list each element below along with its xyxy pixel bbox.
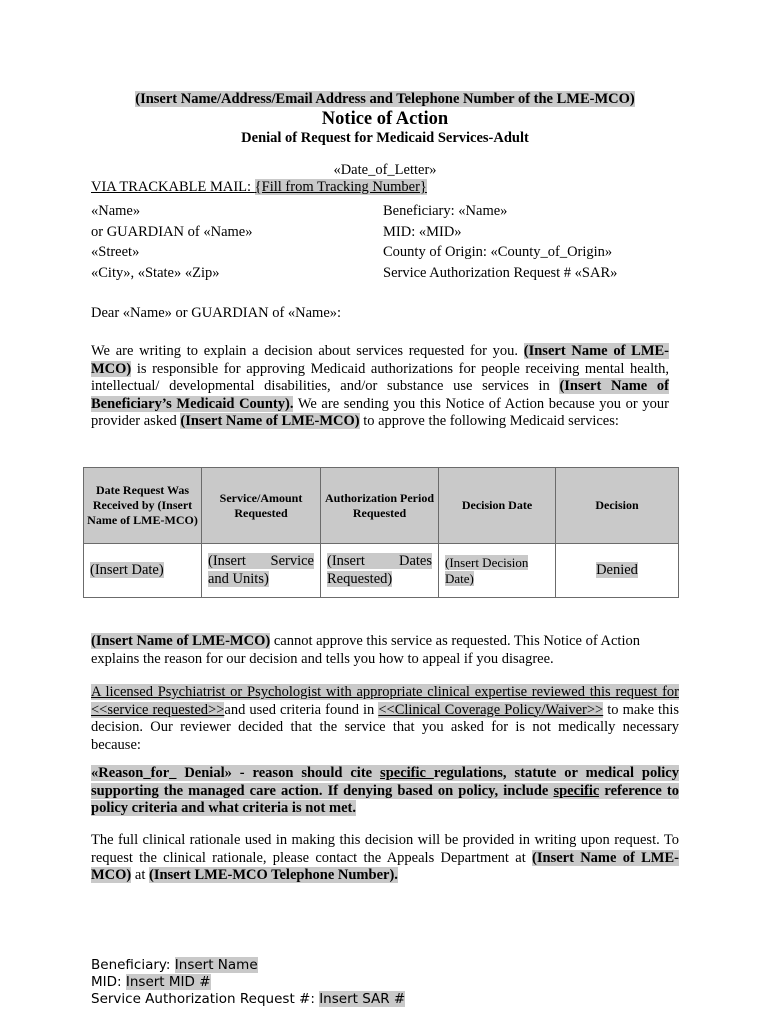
telephone-placeholder: (Insert LME-MCO Telephone Number). [148, 867, 398, 884]
col-header-authorization-period: Authorization Period Requested [321, 468, 439, 544]
intro-text-3: We are sending you this Notice of Action because you or your provider asked [91, 395, 669, 430]
reason-text-3: reference to policy criteria and what criteria is not met. [91, 782, 679, 817]
decision-text: cannot approve this service as requested. This Notice of Action explains the reason for our decision and tells you how to appeal if you disagree. [91, 633, 640, 667]
footer-sar [91, 991, 405, 1008]
footer-sar-value: Insert SAR # [319, 991, 406, 1007]
reason-specific-2: specific [553, 782, 600, 799]
rationale-text-1: The full clinical rationale used in making this decision will be provided in writing upon request. To request the clinical rationale, please contact the Appeals Department at [91, 832, 679, 866]
beneficiary-mid: MID: «MID» [383, 223, 462, 240]
recipient-city-state-zip: «City», «State» «Zip» [91, 264, 220, 281]
decision-paragraph [91, 633, 669, 668]
footer-beneficiary [91, 957, 405, 974]
rationale-text-2: at [131, 867, 149, 884]
reason-text-2: regulations, statute or medical policy supporting the managed care action. If denying based on policy, include [91, 765, 679, 799]
beneficiary-info-block [383, 201, 617, 283]
reviewer-placeholder: A licensed Psychiatrist or Psychologist with appropriate clinical expertise reviewed this request for <<service requested>> [91, 684, 679, 718]
reviewer-paragraph [91, 684, 679, 754]
intro-text-4: to approve the following Medicaid services: [359, 413, 619, 430]
footer-beneficiary-value: Insert Name [174, 957, 258, 973]
county-placeholder: (Insert Name of Beneficiary’s Medicaid County). [91, 378, 669, 412]
tracking-number-placeholder: {Fill from Tracking Number} [254, 179, 427, 195]
date-placeholder: (Insert Date) [90, 561, 164, 578]
col-header-date-received: Date Request Was Received by (Insert Name of LME-MCO) [84, 468, 202, 544]
cell-date-received [84, 544, 202, 598]
date-of-letter: «Date_of_Letter» [333, 162, 437, 178]
reviewer-text-2: to make this decision. Our reviewer decided that the service that you asked for is not medically necessary because: [91, 701, 680, 753]
lme-mco-placeholder: (Insert Name of LME-MCO) [91, 633, 271, 649]
footer-mid-label: MID: [91, 974, 126, 990]
col-header-service-amount: Service/Amount Requested [202, 468, 321, 544]
reviewer-text-1: and used criteria found in [224, 701, 379, 718]
recipient-street: «Street» [91, 244, 140, 260]
intro-text-2: is responsible for approving Medicaid authorizations for people receiving mental health, intellectual/ developmental disabilities, and/or substance use services in [91, 360, 669, 395]
reason-for-denial-paragraph [91, 765, 679, 818]
table-header-row [84, 468, 679, 544]
lme-mco-placeholder: (Insert Name of LME-MCO) [91, 849, 679, 884]
cell-service-units [202, 544, 321, 598]
col-header-decision-date: Decision Date [439, 468, 556, 544]
page-footer [91, 957, 405, 1008]
footer-mid [91, 974, 405, 991]
table-row [84, 544, 679, 598]
county-of-origin: County of Origin: «County_of_Origin» [383, 244, 613, 260]
via-label: VIA TRACKABLE MAIL: [91, 179, 255, 195]
tracking-mail-line [91, 179, 427, 196]
dates-placeholder: (Insert Dates Requested) [327, 553, 432, 587]
footer-mid-value: Insert MID # [125, 974, 211, 990]
col-header-decision: Decision [556, 468, 679, 544]
document-title: Notice of Action [321, 109, 449, 129]
services-table [83, 467, 679, 598]
clinical-rationale-paragraph [91, 832, 679, 885]
document-subtitle: Denial of Request for Medicaid Services-Adult [241, 130, 529, 146]
reason-specific-1: specific [380, 765, 434, 781]
recipient-name: «Name» [91, 203, 141, 219]
lme-mco-placeholder-heading: (Insert Name/Address/Email Address and Telephone Number of the LME-MCO) [135, 91, 635, 107]
recipient-address-block [91, 201, 252, 283]
cell-dates-requested [321, 544, 439, 598]
lme-mco-placeholder: (Insert Name of LME-MCO) [180, 413, 360, 430]
footer-beneficiary-label: Beneficiary: [91, 957, 175, 973]
intro-text-1: We are writing to explain a decision about services requested for you. [91, 343, 524, 359]
service-authorization-request: Service Authorization Request # «SAR» [383, 264, 618, 281]
lme-mco-placeholder: (Insert Name of LME-MCO) [91, 343, 670, 377]
recipient-guardian: or GUARDIAN of «Name» [91, 223, 253, 240]
salutation: Dear «Name» or GUARDIAN of «Name»: [91, 305, 342, 321]
cell-decision [556, 544, 679, 598]
decision-value: Denied [596, 561, 638, 578]
policy-placeholder: <<Clinical Coverage Policy/Waiver>> [378, 701, 604, 718]
beneficiary-name: Beneficiary: «Name» [383, 203, 508, 219]
service-placeholder: (Insert Service and Units) [208, 553, 314, 587]
decision-date-placeholder: (Insert Decision Date) [445, 554, 529, 586]
cell-decision-date [439, 544, 556, 598]
footer-sar-label: Service Authorization Request #: [91, 991, 320, 1007]
intro-paragraph [91, 343, 669, 431]
reason-text-1: «Reason_for_ Denial» - reason should cite [91, 765, 381, 781]
